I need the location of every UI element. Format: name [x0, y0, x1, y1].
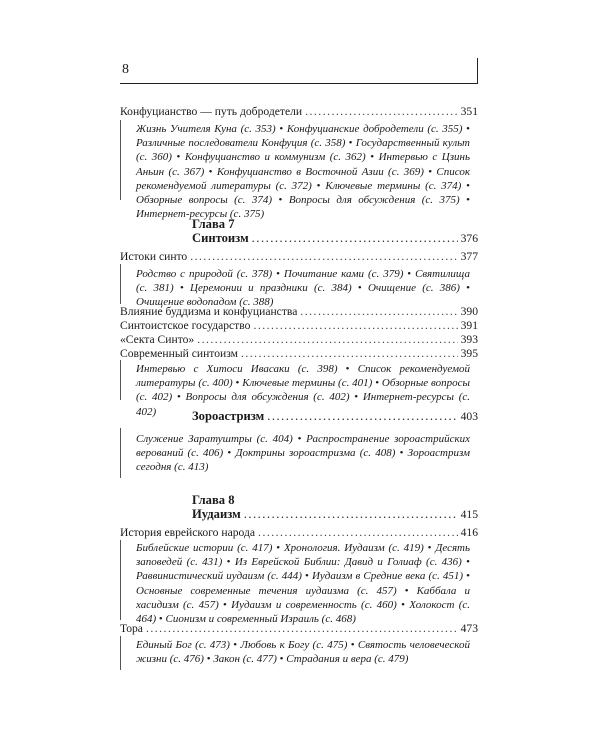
toc-entry-page: 351	[460, 105, 478, 118]
bullet-separator: •	[395, 447, 408, 460]
subtopic-item: Ключевые термины (с. 401)	[242, 377, 373, 390]
bullet-separator: •	[396, 598, 410, 611]
toc-entry-modern-shinto	[120, 347, 478, 361]
toc-entry-page: 473	[460, 622, 478, 635]
subtopic-item: Список рекомендуемой литературы (с. 400)	[136, 363, 470, 390]
subtopics-zoroastrianism	[136, 432, 470, 475]
subtopic-item: Интервью с Цзинь Аньин (с. 367)	[136, 151, 470, 178]
subtopics-shinto-origins	[136, 267, 470, 310]
subtopic-item: Доктрины зороастризма (с. 408)	[235, 447, 396, 460]
subtopic-item: Вопросы для обсуждения (с. 402)	[185, 391, 350, 404]
subtopic-item: Родство с природой (с. 378)	[136, 268, 273, 280]
header-corner-rule	[477, 58, 478, 83]
section-bar	[120, 636, 121, 670]
bullet-separator: •	[203, 653, 214, 666]
subtopics-jewish-history	[136, 541, 470, 626]
bullet-separator: •	[311, 179, 326, 192]
chapter-8-heading	[192, 507, 478, 522]
bullet-separator: •	[403, 268, 416, 280]
subtopic-item: Церемонии и праздники (с. 384)	[190, 282, 352, 295]
subtopic-item: Государственный культ (с. 360)	[136, 137, 470, 164]
subtopic-item: Хронология. Иудаизм (с. 419)	[283, 542, 424, 554]
subtopic-item: Вопросы для обсуждения (с. 375)	[288, 194, 460, 207]
bullet-separator: •	[173, 282, 191, 295]
chapter-title: Зороастризм	[192, 409, 265, 423]
bullet-separator: •	[272, 194, 289, 207]
chapter-title: Иудаизм	[192, 507, 241, 521]
bullet-separator: •	[222, 556, 235, 569]
subtopic-item: Иудаизм в Средние века (с. 451)	[311, 570, 464, 583]
bullet-separator: •	[423, 542, 436, 554]
subtopic-item: Единый Бог (с. 473)	[136, 639, 230, 651]
toc-entry-title: Истоки синто	[120, 250, 188, 263]
bullet-separator: •	[459, 282, 470, 295]
subtopic-item: Иудаизм и современность (с. 460)	[231, 598, 397, 611]
toc-entry-page: 395	[460, 347, 478, 360]
leader-dots	[146, 622, 458, 636]
subtopic-item: Закон (с. 477)	[213, 653, 277, 666]
subtopic-item: Почитание ками (с. 379)	[283, 268, 404, 280]
subtopic-item: Святость человеческой жизни (с. 476)	[136, 639, 470, 666]
subtopic-item: Холокост (с. 464)	[136, 598, 471, 626]
subtopic-item: Из Еврейской Библии: Давид и Голиаф (с. 436)	[234, 556, 462, 569]
subtopic-item: Служение Заратуштры (с. 404)	[136, 433, 293, 445]
subtopic-item: Очищение водопадом (с. 388)	[136, 296, 274, 309]
bullet-separator: •	[218, 598, 232, 611]
toc-entry-title: Синтоистское государство	[120, 319, 251, 332]
chapter-7-label: Глава 7	[192, 217, 235, 231]
section-bar	[120, 540, 121, 620]
subtopic-item: Раввинистический иудаизм (с. 444)	[136, 570, 302, 583]
leader-dots	[190, 250, 457, 264]
subtopic-item: Обзорные вопросы (с. 374)	[136, 194, 273, 207]
leader-dots	[197, 333, 457, 347]
toc-entry-page: 377	[460, 250, 478, 263]
subtopic-item: Интернет-ресурсы (с. 375)	[136, 208, 265, 221]
subtopic-item: Десять заповедей (с. 431)	[136, 542, 471, 569]
bullet-separator: •	[459, 194, 470, 207]
toc-entry-shinto-state	[120, 319, 478, 333]
bullet-separator: •	[462, 123, 470, 135]
toc-entry-shinto-sect	[120, 333, 478, 347]
subtopics-confucianism	[136, 122, 470, 221]
bullet-separator: •	[461, 179, 470, 192]
bullet-separator: •	[365, 151, 379, 164]
toc-entry-torah	[120, 622, 478, 636]
section-bar	[120, 360, 121, 400]
subtopic-item: Распространение зороастрийских верований (с. 406)	[136, 433, 470, 460]
chapter-7-heading	[192, 231, 478, 246]
bullet-separator: •	[372, 377, 382, 390]
chapter-8-label: Глава 8	[192, 493, 235, 507]
subtopic-item: Список рекомендуемой литературы (с. 372)	[136, 165, 470, 192]
bullet-separator: •	[337, 363, 358, 375]
toc-entry-title: Влияние буддизма и конфуцианства	[120, 305, 298, 318]
toc-entry-shinto-origins	[120, 250, 478, 264]
leader-dots	[258, 526, 458, 540]
bullet-separator: •	[347, 639, 358, 651]
bullet-separator: •	[463, 570, 470, 583]
bullet-separator: •	[349, 391, 363, 404]
bullet-separator: •	[171, 151, 185, 164]
chapter-page: 415	[460, 508, 478, 521]
bullet-separator: •	[223, 447, 236, 460]
subtopic-item: Различные последователи Конфуция (с. 358)	[136, 137, 346, 150]
chapter-page: 403	[460, 410, 478, 423]
toc-entry-page: 416	[460, 526, 478, 539]
subtopic-item: Святилища (с. 381)	[136, 268, 470, 295]
leader-dots	[300, 305, 457, 319]
bullet-separator: •	[272, 268, 284, 280]
subtopic-item: Любовь к Богу (с. 475)	[240, 639, 348, 651]
subtopic-item: Конфуцианские добродетели (с. 355)	[286, 123, 463, 135]
toc-entry-page: 391	[460, 319, 478, 332]
subtopic-item: Основные современные течения иудаизма (с. 457)	[136, 584, 397, 597]
bullet-separator: •	[292, 433, 307, 445]
bullet-separator: •	[232, 377, 243, 390]
subtopic-item: Зороастризм сегодня (с. 413)	[136, 447, 470, 474]
chapter-title: Синтоизм	[192, 231, 249, 245]
subtopic-item: Конфуцианство в Восточной Азии (с. 369)	[216, 165, 424, 178]
subtopic-item: Очищение (с. 386)	[367, 282, 460, 295]
bullet-separator: •	[272, 542, 284, 554]
subtopic-item: Библейские истории (с. 417)	[136, 542, 273, 554]
toc-entry-title: История еврейского народа	[120, 526, 256, 539]
subtopic-item: Каббала и хасидизм (с. 457)	[136, 584, 470, 611]
toc-entry-page: 393	[460, 333, 478, 346]
toc-entry-buddhism-influence	[120, 305, 478, 319]
bullet-separator: •	[396, 584, 417, 597]
chapter-zoroastrianism-heading	[192, 409, 478, 424]
bullet-separator: •	[172, 391, 186, 404]
subtopic-item: Ключевые термины (с. 374)	[325, 179, 462, 192]
bullet-separator: •	[423, 165, 437, 178]
section-bar	[120, 264, 121, 304]
bullet-separator: •	[156, 613, 166, 626]
leader-dots	[252, 231, 458, 246]
toc-entry-title: Современный синтоизм	[120, 347, 238, 360]
section-bar	[120, 120, 121, 200]
subtopic-item: Страдания и вера (с. 479)	[286, 653, 409, 666]
subtopic-item: Обзорные вопросы (с. 402)	[136, 377, 470, 404]
bullet-separator: •	[275, 123, 287, 135]
bullet-separator: •	[345, 137, 356, 150]
subtopics-torah	[136, 638, 470, 666]
subtopic-item: Интервью с Хитоси Ивасаки (с. 398)	[136, 363, 338, 375]
subtopic-item: Интернет-ресурсы (с. 402)	[136, 391, 470, 418]
leader-dots	[244, 507, 458, 522]
bullet-separator: •	[461, 556, 470, 569]
chapter-page: 376	[460, 232, 478, 245]
toc-entry-title: Тора	[120, 622, 143, 635]
bullet-separator: •	[276, 653, 287, 666]
toc-entry-title: «Секта Синто»	[120, 333, 195, 346]
leader-dots	[253, 319, 457, 333]
subtopic-item: Сионизм и современный Израиль (с. 468)	[165, 613, 356, 626]
page-number: 8	[122, 62, 129, 77]
leader-dots	[267, 409, 457, 424]
subtopic-item: Жизнь Учителя Куна (с. 353)	[136, 123, 276, 135]
leader-dots	[241, 347, 458, 361]
bullet-separator: •	[204, 165, 217, 178]
toc-entry-jewish-history	[120, 526, 478, 540]
leader-dots	[305, 105, 458, 119]
bullet-separator: •	[301, 570, 312, 583]
section-bar	[120, 428, 121, 478]
toc-entry-title: Конфуцианство — путь добродетели	[120, 105, 303, 118]
subtopic-item: Конфуцианство и коммунизм (с. 362)	[184, 151, 366, 164]
bullet-separator: •	[351, 282, 368, 295]
bullet-separator: •	[229, 639, 241, 651]
header-rule	[120, 83, 478, 84]
toc-entry-confucianism	[120, 105, 478, 119]
toc-entry-page: 390	[460, 305, 478, 318]
